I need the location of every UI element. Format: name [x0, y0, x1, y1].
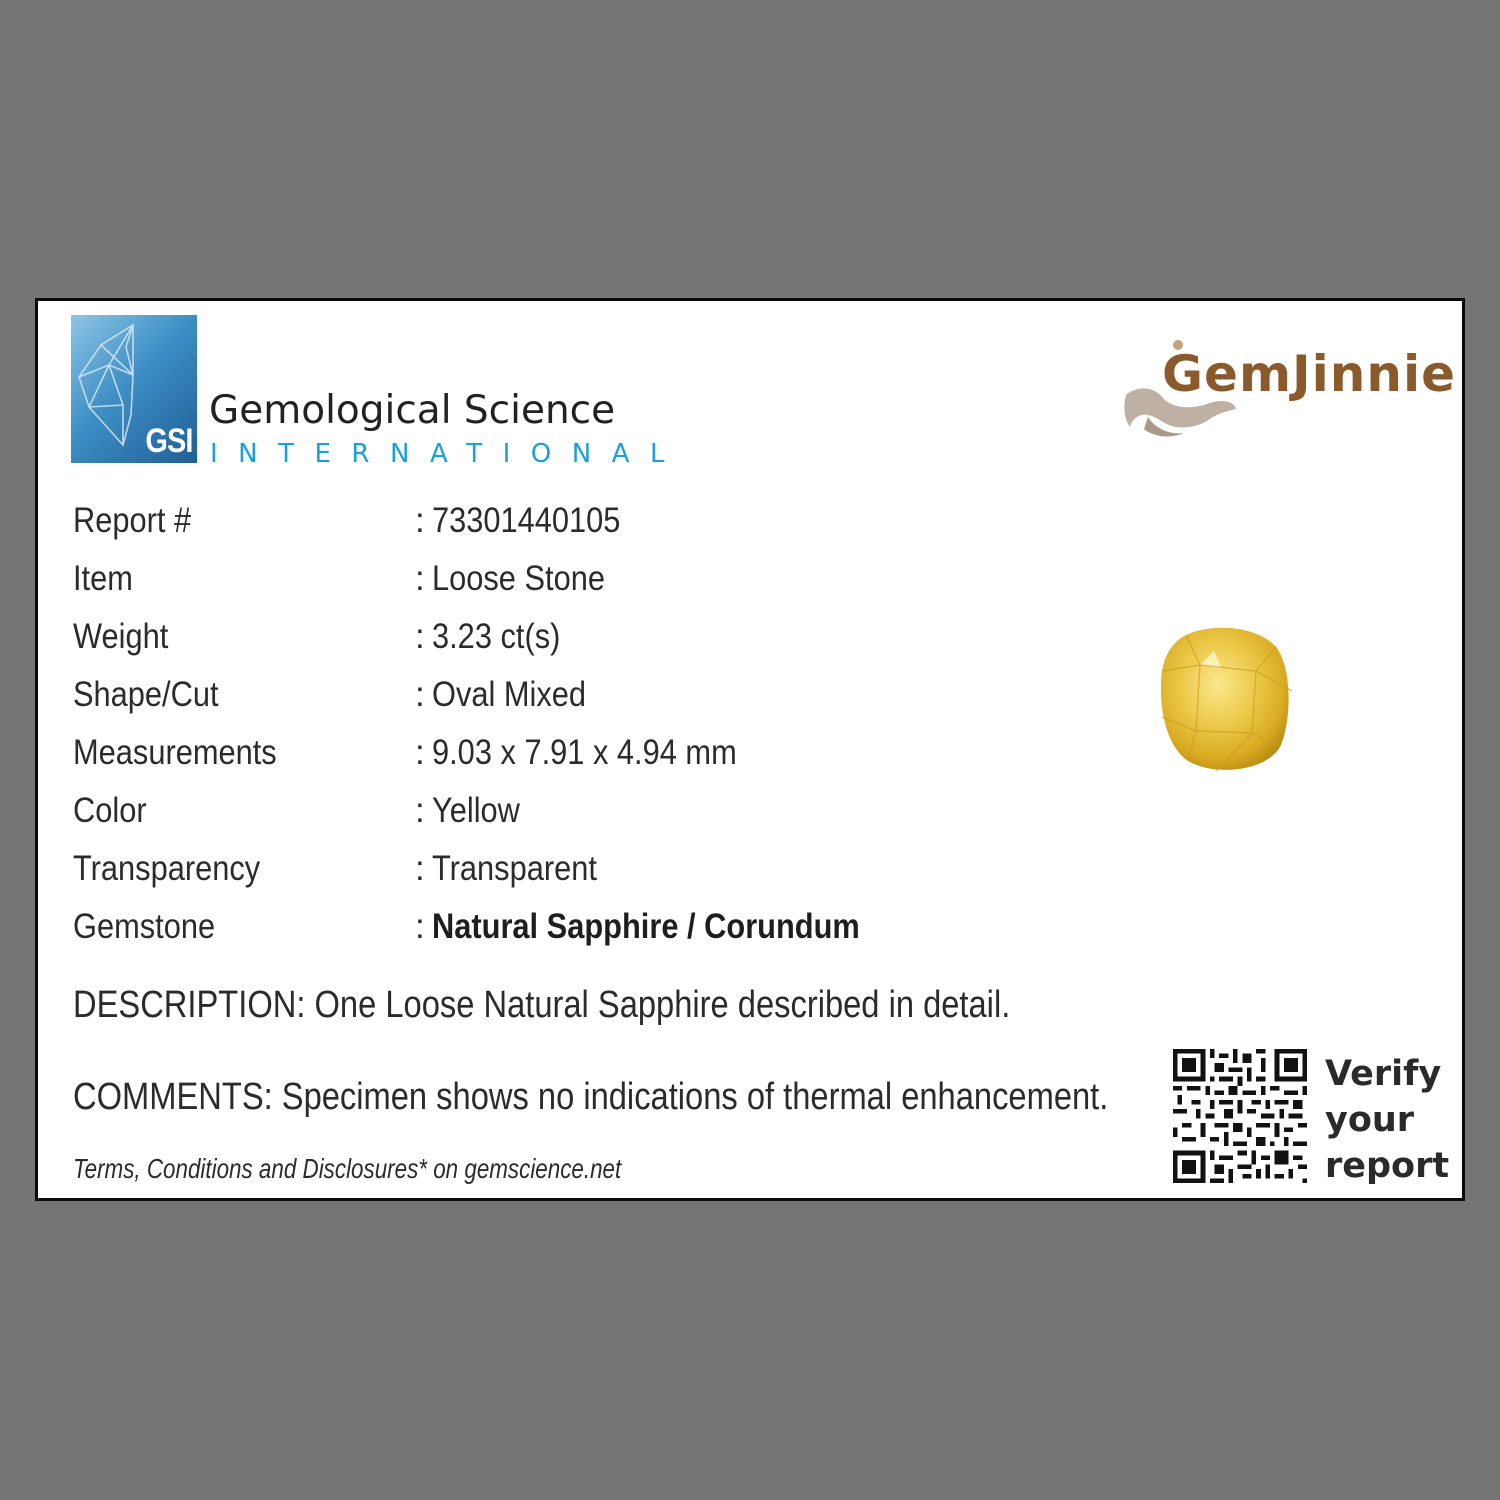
field-value: Oval Mixed [432, 675, 587, 714]
field-separator: : [415, 849, 425, 888]
field-separator: : [415, 501, 425, 540]
field-value: 9.03 x 7.91 x 4.94 mm [432, 733, 737, 772]
gsi-logo-icon [71, 315, 197, 463]
field-separator: : [415, 675, 425, 714]
gsi-name: Gemological Science [209, 388, 616, 433]
description-text: DESCRIPTION: One Loose Natural Sapphire described in detail. [73, 984, 1011, 1026]
gemjinnie-logo [1118, 337, 1457, 447]
gemjinnie-wordmark: GemJinnie [1162, 345, 1457, 403]
certificate-card [35, 298, 1465, 1201]
field-label: Transparency [73, 849, 261, 888]
field-separator: : [415, 907, 425, 946]
field-label: Item [73, 559, 133, 598]
field-label: Gemstone [73, 907, 216, 946]
qr-code-icon[interactable] [1173, 1049, 1307, 1183]
field-label: Weight [73, 617, 169, 656]
verify-line: your [1325, 1100, 1415, 1140]
field-separator: : [415, 733, 425, 772]
field-value: Transparent [432, 849, 597, 888]
field-value: 73301440105 [432, 501, 621, 540]
field-label: Shape/Cut [73, 675, 219, 714]
field-label: Color [73, 791, 147, 830]
field-label: Measurements [73, 733, 277, 772]
field-value: Loose Stone [432, 559, 605, 598]
field-label: Report # [73, 501, 192, 540]
field-separator: : [415, 617, 425, 656]
verify-line: Verify [1325, 1054, 1442, 1094]
field-separator: : [415, 791, 425, 830]
terms-link[interactable]: Terms, Conditions and Disclosures* on gemscience.net [73, 1153, 622, 1184]
field-value: 3.23 ct(s) [432, 617, 561, 656]
gsi-mark-text: GSI [145, 422, 193, 460]
verify-report-link[interactable] [1325, 1051, 1449, 1189]
gsi-subtitle: INTERNATIONAL [210, 439, 685, 469]
comments-text: COMMENTS: Specimen shows no indications of thermal enhancement. [73, 1076, 1109, 1118]
field-value: Natural Sapphire / Corundum [432, 907, 860, 946]
field-separator: : [415, 559, 425, 598]
gemstone-image [1156, 621, 1294, 779]
verify-line: report [1325, 1146, 1450, 1186]
field-value: Yellow [432, 791, 520, 830]
